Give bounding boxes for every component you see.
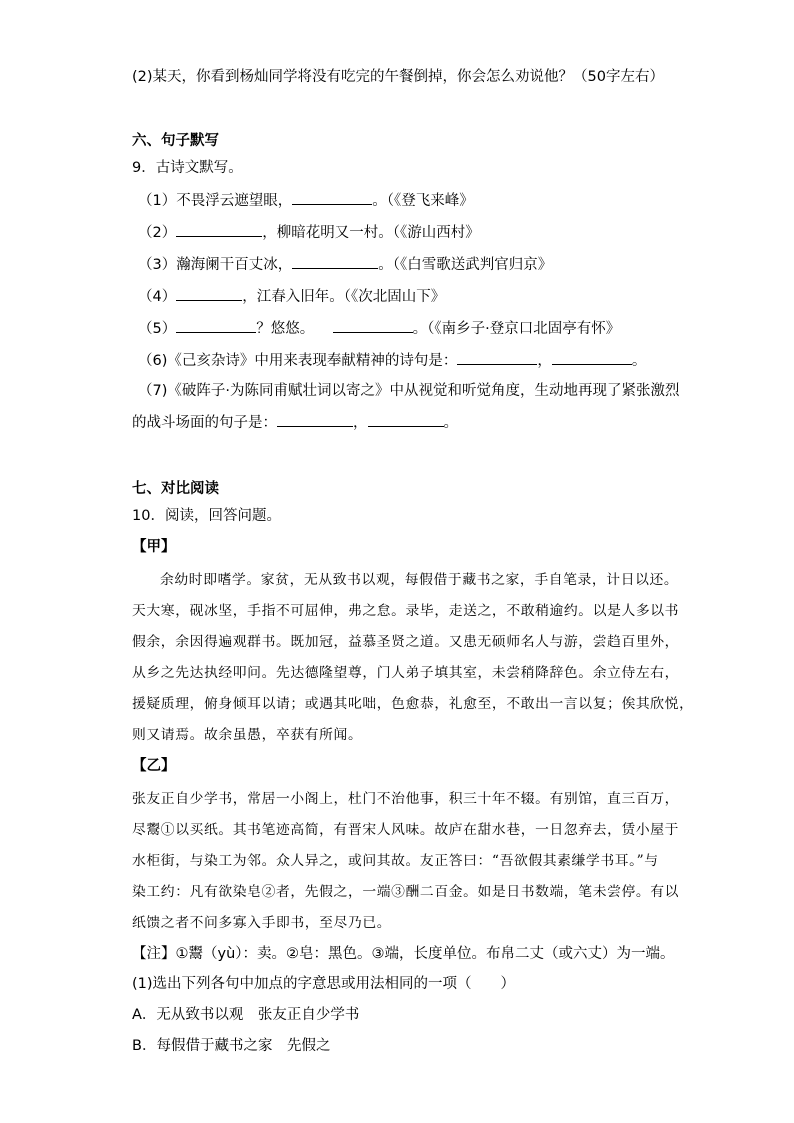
passage-jia-line: 余幼时即嗜学。家贫，无从致书以观，每假借于藏书之家，手自笔录，计日以还。	[160, 572, 679, 588]
question-9-2: （2） ，柳暗花明又一村。（《游山西村》	[138, 222, 480, 243]
question-9-3: （3）瀚海阑干百丈冰， 。（《白雪歌送武判官归京》	[138, 254, 552, 275]
question-10-1: (1)选出下列各句中加点的字意思或用法相同的一项（ ）	[132, 976, 516, 992]
answer-blank[interactable]	[176, 222, 262, 237]
answer-blank[interactable]	[292, 254, 378, 269]
annotation-note: 【注】①鬻（yù）：卖。②皂：黑色。③端，长度单位。布帛二丈（或六丈）为一端。	[132, 946, 675, 962]
passage-yi-line: 张友正自少学书，常居一小阁上，杜门不治他事，积三十年不辍。有别馆，直三百万，	[132, 791, 680, 807]
question-9-7-line2: 的战斗场面的句子是： ， 。	[132, 412, 458, 433]
answer-blank[interactable]	[176, 318, 256, 333]
answer-blank[interactable]	[457, 350, 537, 365]
section-7-title: 七、对比阅读	[132, 481, 219, 497]
passage-yi-label: 【乙】	[132, 758, 176, 774]
question-9-7-line1: （7)《破阵子·为陈同甫赋壮词以寄之》中从视觉和听觉角度，生动地再现了紧张激烈	[138, 383, 680, 399]
answer-blank[interactable]	[333, 318, 413, 333]
answer-blank[interactable]	[277, 412, 353, 427]
passage-jia-line: 天大寒，砚冰坚，手指不可屈伸，弗之怠。录毕，走送之，不敢稍逾约。以是人多以书	[132, 603, 680, 619]
passage-yi-line: 纸馈之者不问多寡入手即书，至尽乃已。	[132, 915, 392, 931]
passage-jia-line: 从乡之先达执经叩问。先达德隆望尊，门人弟子填其室，未尝稍降辞色。余立侍左右，	[132, 665, 680, 681]
passage-jia-line: 则又请焉。故余虽愚，卒获有所闻。	[132, 727, 363, 743]
question-8-2: (2)某天，你看到杨灿同学将没有吃完的午餐倒掉，你会怎么劝说他？（50字左右）	[132, 69, 664, 85]
passage-yi-line: 染工约：凡有欲染皂②者，先假之，一端③酬二百金。如是日书数端，笔未尝停。有以	[132, 884, 680, 900]
option-b[interactable]: B．每假借于藏书之家 先假之	[132, 1038, 331, 1054]
question-9-6: （6)《己亥杂诗》中用来表现奉献精神的诗句是： ， 。	[138, 350, 646, 371]
question-10-title: 10．阅读，回答问题。	[132, 508, 281, 524]
question-9-1: （1）不畏浮云遮望眼， 。（《登飞来峰》	[138, 190, 474, 211]
passage-jia-line: 假余，余因得遍观群书。既加冠，益慕圣贤之道。又患无硕师名人与游，尝趋百里外，	[132, 634, 680, 650]
passage-yi-line: 水柜街，与染工为邻。众人异之，或问其故。友正答曰：“吾欲假其素缣学书耳。”与	[132, 853, 659, 869]
passage-jia-line: 援疑质理，俯身倾耳以请；或遇其叱咄，色愈恭，礼愈至，不敢出一言以复；俟其欣悦，	[132, 696, 694, 712]
passage-jia-label: 【甲】	[132, 539, 176, 555]
question-9-5: （5） ？悠悠。 。（《南乡子·登京口北固亭有怀》	[138, 318, 620, 339]
answer-blank[interactable]	[176, 286, 242, 301]
section-6-title: 六、句子默写	[132, 133, 219, 149]
question-9-title: 9．古诗文默写。	[132, 160, 243, 176]
passage-yi-line: 尽鬻①以买纸。其书笔迹高简，有晋宋人风味。故庐在甜水巷，一日忽弃去，赁小屋于	[132, 822, 680, 838]
option-a[interactable]: A．无从致书以观 张友正自少学书	[132, 1007, 360, 1023]
answer-blank[interactable]	[292, 190, 372, 205]
answer-blank[interactable]	[368, 412, 444, 427]
answer-blank[interactable]	[552, 350, 632, 365]
question-9-4: （4） ，江春入旧年。（《次北固山下》	[138, 286, 445, 307]
